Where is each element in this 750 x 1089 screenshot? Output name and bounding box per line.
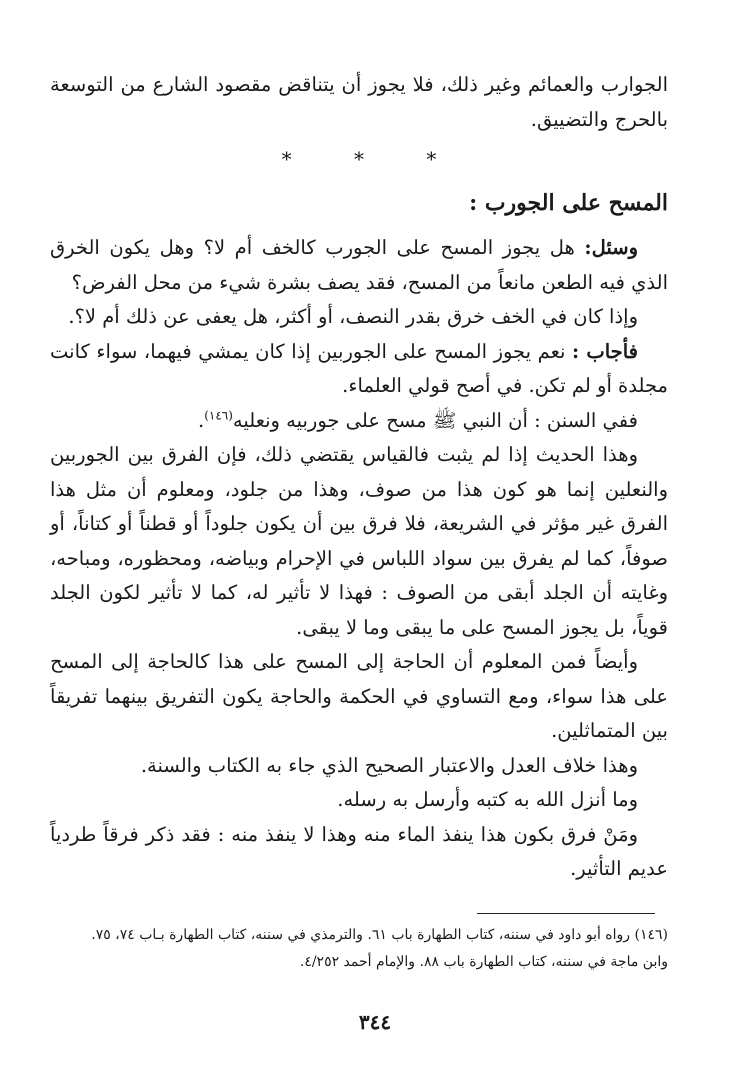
sunan-end: . bbox=[197, 408, 205, 432]
footnote-divider bbox=[477, 913, 655, 914]
question-text: هل يجوز المسح على الجورب كالخف أم لا؟ وهل يكون الخرق الذي فيه الطعن مانعاً من المسح، فقد يصف بشرة شيء من محل الفرض؟ bbox=[50, 236, 668, 294]
page-body bbox=[50, 68, 668, 887]
sunan-paragraph bbox=[50, 404, 668, 439]
question-khuff-paragraph: وإذا كان في الخف خرق بقدر النصف، أو أكثر، هل يعفى عن ذلك أم لا؟. bbox=[68, 305, 638, 328]
page-number: ٣٤٤ bbox=[358, 1010, 392, 1034]
intro-paragraph: الجوارب والعمائم وغير ذلك، فلا يجوز أن يتناقض مقصود الشارع من التوسعة بالحرج والتضييق. bbox=[50, 73, 668, 131]
answer-text: نعم يجوز المسح على الجوربين إذا كان يمشي فيهما، سواء كانت مجلدة أو لم تكن. في أصح قولي العلماء. bbox=[50, 339, 668, 397]
footnote-reference[interactable]: (١٤٦) bbox=[204, 408, 233, 422]
question-paragraph bbox=[50, 231, 668, 300]
answer-lead: فأجاب : bbox=[572, 339, 639, 363]
section-separator: * * * bbox=[281, 147, 465, 171]
footnote-line-2: وابن ماجة في سننه، كتاب الطهارة باب ٨٨. والإمام أحمد ٤/٢٥٢. bbox=[299, 954, 668, 970]
hadith-paragraph: وهذا الحديث إذا لم يثبت فالقياس يقتضي ذلك، فإن الفرق بين الجوربين والنعلين إنما هو كون هذا من صوف، وهذا من جلود، ومعلوم أن مثل هذا الفرق غير مؤثر في الشريعة، فلا فرق بين أن يكون جلوداً أو قطناً أو كتاناً، أو صوفاً، كما لم يفرق بين سواد اللباس في الإحرام وبياضه، ومحظوره، ومباحه، وغايته أن الجلد أبقى من الصوف : فهذا لا تأثير له، كما لا تأثير لكون الجلد قوياً، بل يجوز المسح على ما يبقى وما لا يبقى. bbox=[50, 443, 668, 639]
footnote-line-1: (١٤٦) رواه أبو داود في سننه، كتاب الطهارة باب ٦١. والترمذي في سننه، كتاب الطهارة بـاب ٧٤، ٧٥. bbox=[91, 927, 668, 943]
question-lead: وسئل: bbox=[584, 236, 638, 259]
revealed-paragraph: وما أنزل الله به كتبه وأرسل به رسله. bbox=[337, 788, 638, 811]
whoever-paragraph: ومَنْ فرق بكون هذا ينفذ الماء منه وهذا لا ينفذ منه : فقد ذكر فرقاً طردياً عديم التأثير. bbox=[50, 822, 668, 880]
section-heading: المسح على الجورب : bbox=[469, 190, 668, 216]
answer-paragraph bbox=[50, 335, 668, 404]
contrary-paragraph: وهذا خلاف العدل والاعتبار الصحيح الذي جاء به الكتاب والسنة. bbox=[140, 753, 638, 777]
sunan-text: ففي السنن : أن النبي ﷺ مسح على جوربيه ونعليه bbox=[232, 408, 638, 432]
footnotes bbox=[56, 922, 668, 976]
also-paragraph: وأيضاً فمن المعلوم أن الحاجة إلى المسح على هذا كالحاجة إلى المسح على هذا سواء، ومع التساوي في الحكمة والحاجة يكون التفريق بينهما تفريقاً بين المتماثلين. bbox=[50, 650, 668, 742]
